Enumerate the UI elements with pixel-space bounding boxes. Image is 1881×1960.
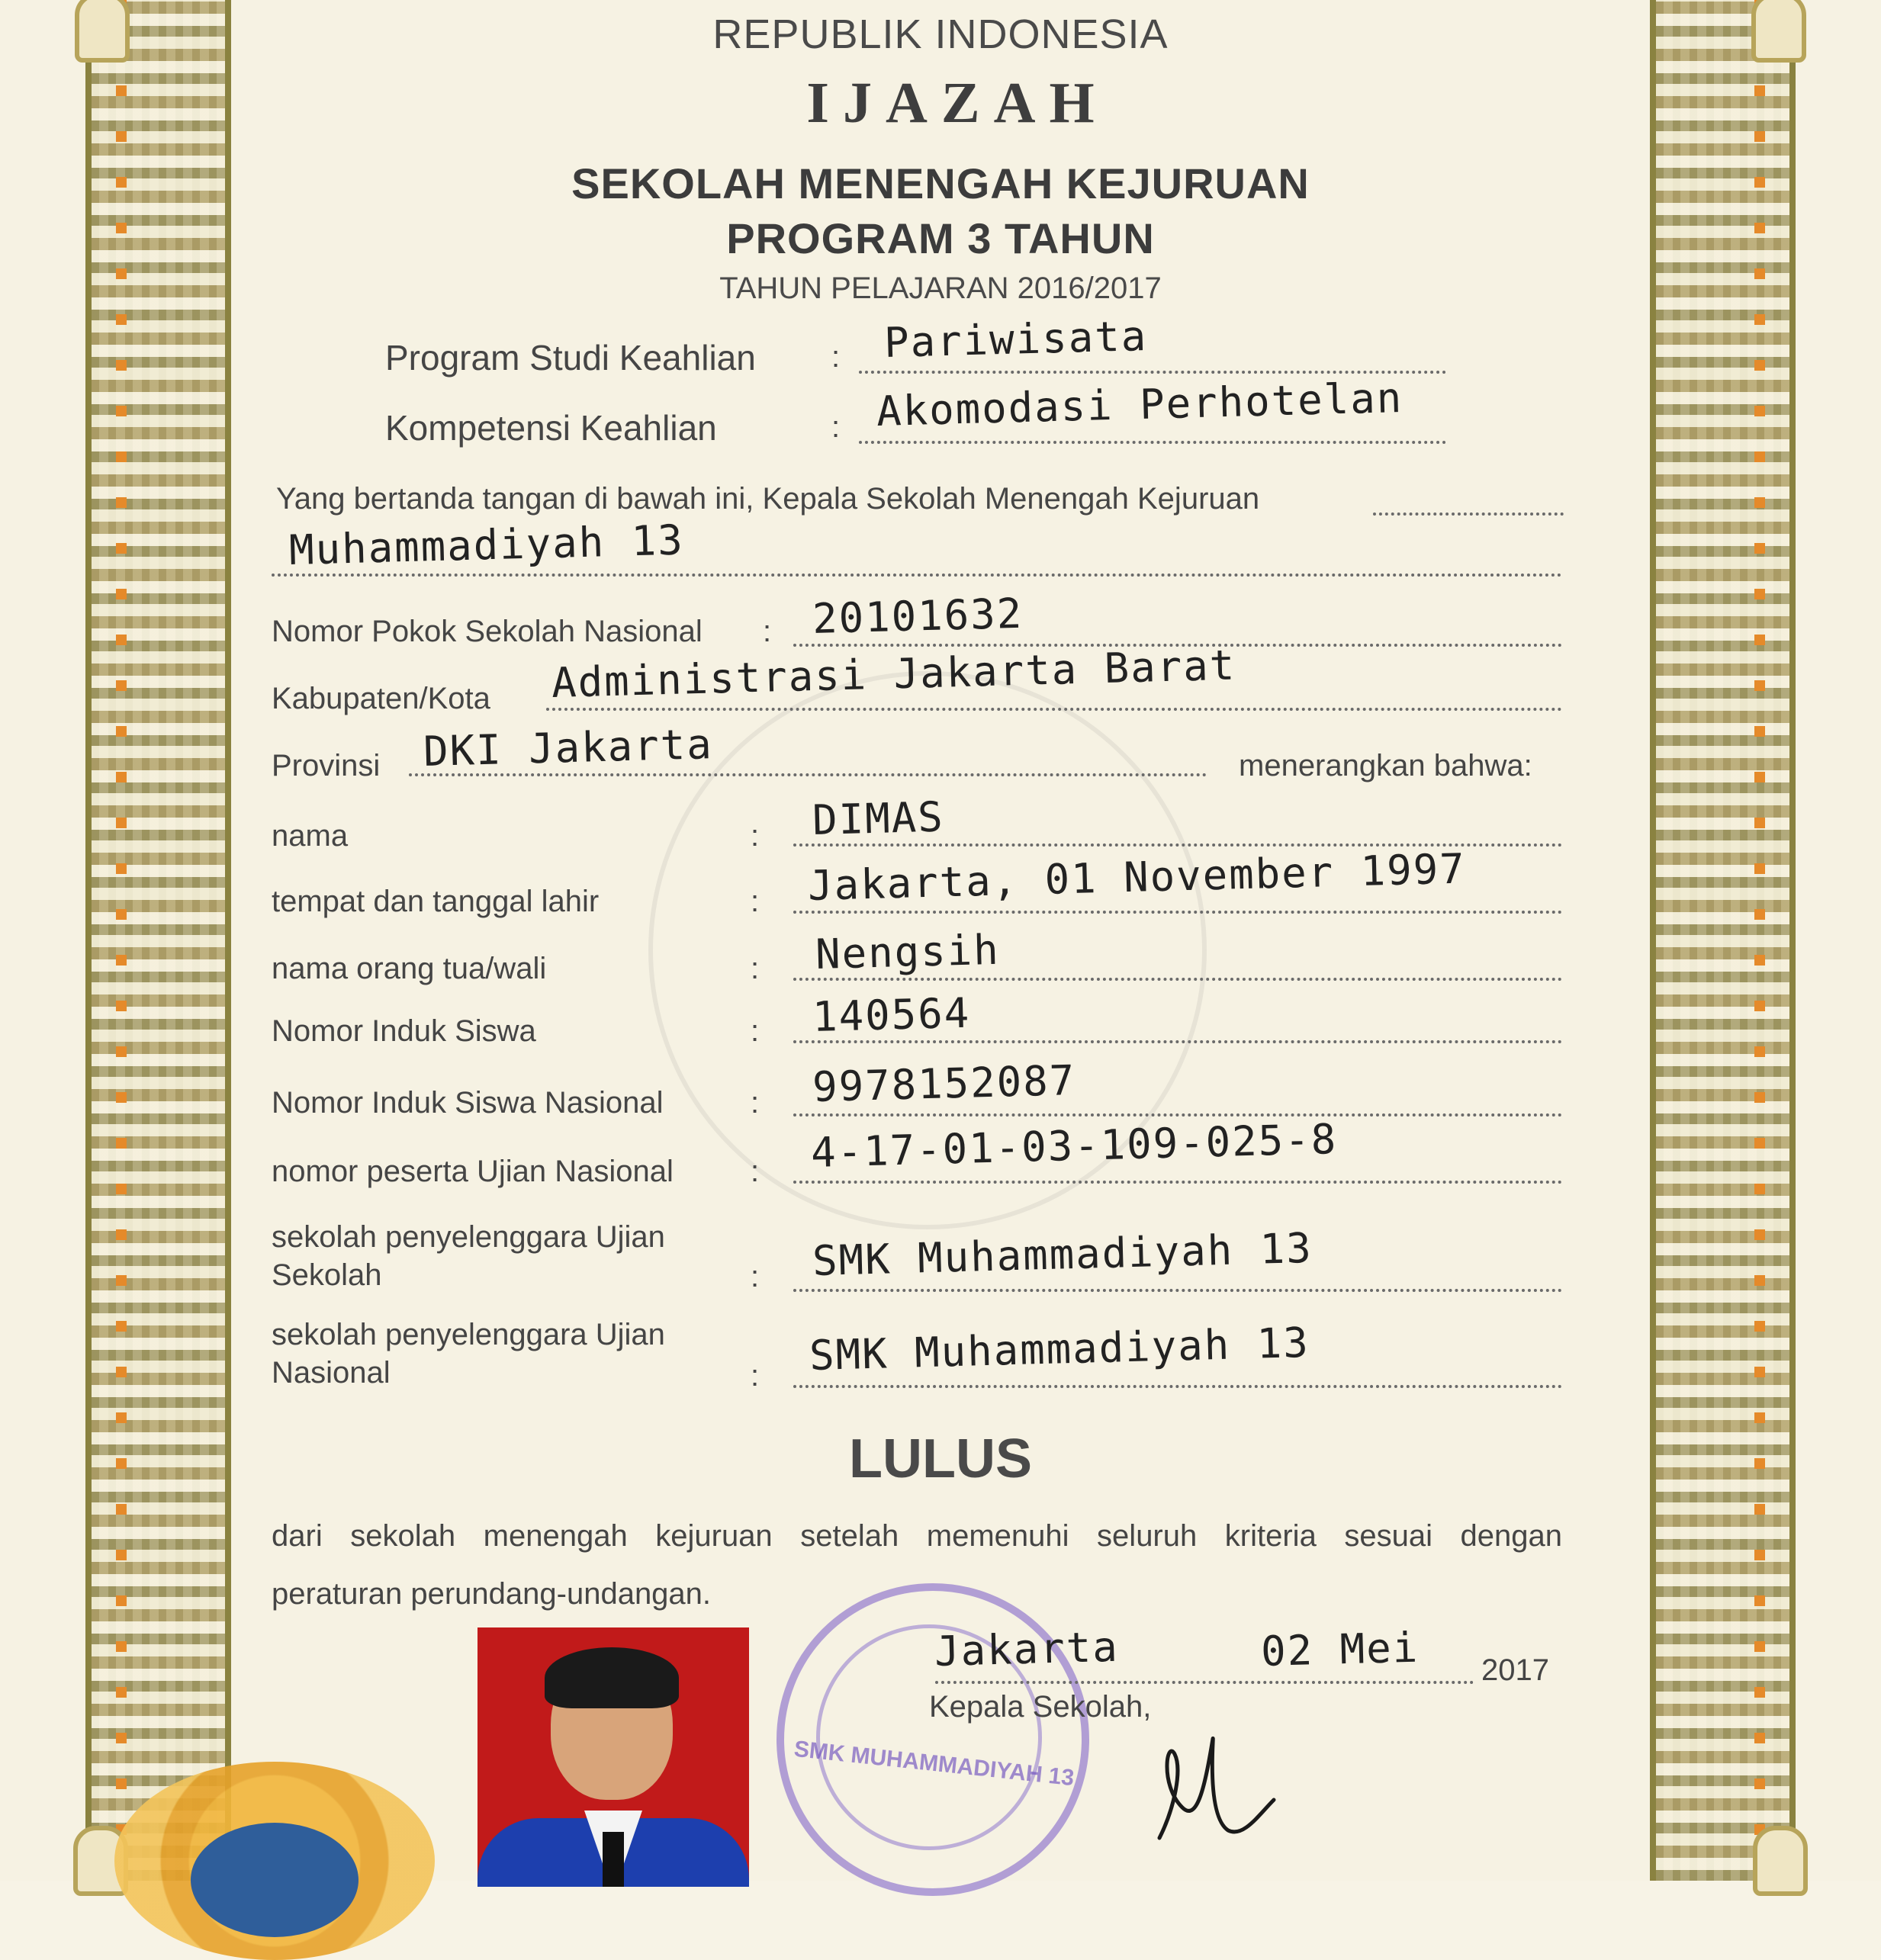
colon: :: [751, 952, 760, 985]
colon: :: [831, 340, 841, 374]
parent-value: Nengsih: [815, 925, 1001, 978]
national-exam-label-line1: sekolah penyelenggara Ujian: [272, 1318, 665, 1351]
city-value: Administrasi Jakarta Barat: [551, 641, 1236, 707]
document-title: IJAZAH: [806, 71, 1108, 135]
school-stamp-text: SMK MUHAMMADIYAH 13: [793, 1736, 1076, 1791]
signature-year: 2017: [1481, 1653, 1549, 1687]
city-label: Kabupaten/Kota: [272, 682, 490, 715]
dotted-line: [1373, 512, 1564, 516]
program-study-label: Program Studi Keahlian: [385, 338, 756, 378]
dotted-line: [859, 371, 1446, 374]
nis-label: Nomor Induk Siswa: [272, 1014, 536, 1048]
dotted-line: [793, 978, 1562, 981]
colon: :: [751, 819, 760, 853]
photo-hair: [545, 1647, 679, 1708]
declares-text: menerangkan bahwa:: [1239, 749, 1532, 782]
nis-value: 140564: [812, 988, 972, 1041]
result-text-line1: dari sekolah menengah kejuruan setelah memenuhi seluruh kriteria sesuai dengan: [272, 1519, 1562, 1553]
program-study-value: Pariwisata: [883, 311, 1148, 367]
colon: :: [751, 1086, 760, 1120]
dotted-line: [793, 1040, 1562, 1043]
program-heading: PROGRAM 3 TAHUN: [726, 214, 1155, 262]
photo-tie: [603, 1832, 624, 1887]
school-exam-label-line1: sekolah penyelenggara Ujian: [272, 1220, 665, 1254]
colon: :: [751, 1155, 760, 1188]
competency-label: Kompetensi Keahlian: [385, 408, 717, 448]
country-heading: REPUBLIK INDONESIA: [712, 11, 1169, 57]
academic-year: TAHUN PELAJARAN 2016/2017: [719, 272, 1162, 305]
school-exam-value: SMK Muhammadiyah 13: [812, 1223, 1313, 1285]
dotted-line: [859, 441, 1446, 444]
national-emblem-core: [191, 1823, 359, 1937]
birth-label: tempat dan tanggal lahir: [272, 885, 600, 918]
dotted-line: [272, 574, 1562, 577]
name-value: DIMAS: [812, 792, 945, 844]
npsn-label: Nomor Pokok Sekolah Nasional: [272, 615, 703, 648]
nisn-value: 9978152087: [812, 1056, 1076, 1111]
student-photo: [477, 1627, 749, 1887]
signature-place: Jakarta: [934, 1622, 1120, 1676]
principal-signature: [1129, 1724, 1281, 1861]
province-label: Provinsi: [272, 749, 381, 782]
result-text-line2: peraturan perundang-undangan.: [272, 1577, 712, 1611]
dotted-line: [793, 1181, 1562, 1184]
result-status: LULUS: [849, 1428, 1032, 1489]
school-exam-label-line2: Sekolah: [272, 1258, 382, 1292]
corner-ornament-bottom-right: [1753, 1826, 1808, 1896]
dotted-line: [793, 1289, 1562, 1292]
competency-value: Akomodasi Perhotelan: [876, 373, 1404, 435]
dotted-line: [793, 1385, 1562, 1388]
signature-title: Kepala Sekolah,: [929, 1690, 1152, 1724]
national-exam-value: SMK Muhammadiyah 13: [809, 1318, 1310, 1380]
exam-number-label: nomor peserta Ujian Nasional: [272, 1155, 674, 1188]
colon: :: [751, 1260, 760, 1293]
name-label: nama: [272, 819, 349, 853]
dotted-line: [793, 1113, 1562, 1117]
npsn-value: 20101632: [812, 589, 1024, 643]
national-exam-label-line2: Nasional: [272, 1356, 391, 1390]
colon: :: [751, 1014, 760, 1048]
dotted-line: [935, 1681, 1474, 1684]
nisn-label: Nomor Induk Siswa Nasional: [272, 1086, 664, 1120]
dotted-line: [546, 708, 1562, 711]
province-value: DKI Jakarta: [423, 720, 714, 776]
birth-value: Jakarta, 01 November 1997: [807, 844, 1467, 910]
colon: :: [831, 410, 841, 444]
dotted-line: [793, 911, 1562, 914]
colon: :: [763, 615, 772, 648]
signature-date: 02 Mei: [1260, 1623, 1420, 1676]
intro-school-name: Muhammadiyah 13: [288, 516, 685, 574]
colon: :: [751, 1359, 760, 1393]
intro-text: Yang bertanda tangan di bawah ini, Kepala Sekolah Menengah Kejuruan: [276, 482, 1260, 516]
colon: :: [751, 885, 760, 918]
school-type-heading: SEKOLAH MENENGAH KEJURUAN: [571, 159, 1310, 207]
exam-number-value: 4-17-01-03-109-025-8: [810, 1114, 1338, 1177]
parent-label: nama orang tua/wali: [272, 952, 547, 985]
dotted-line: [409, 773, 1207, 776]
